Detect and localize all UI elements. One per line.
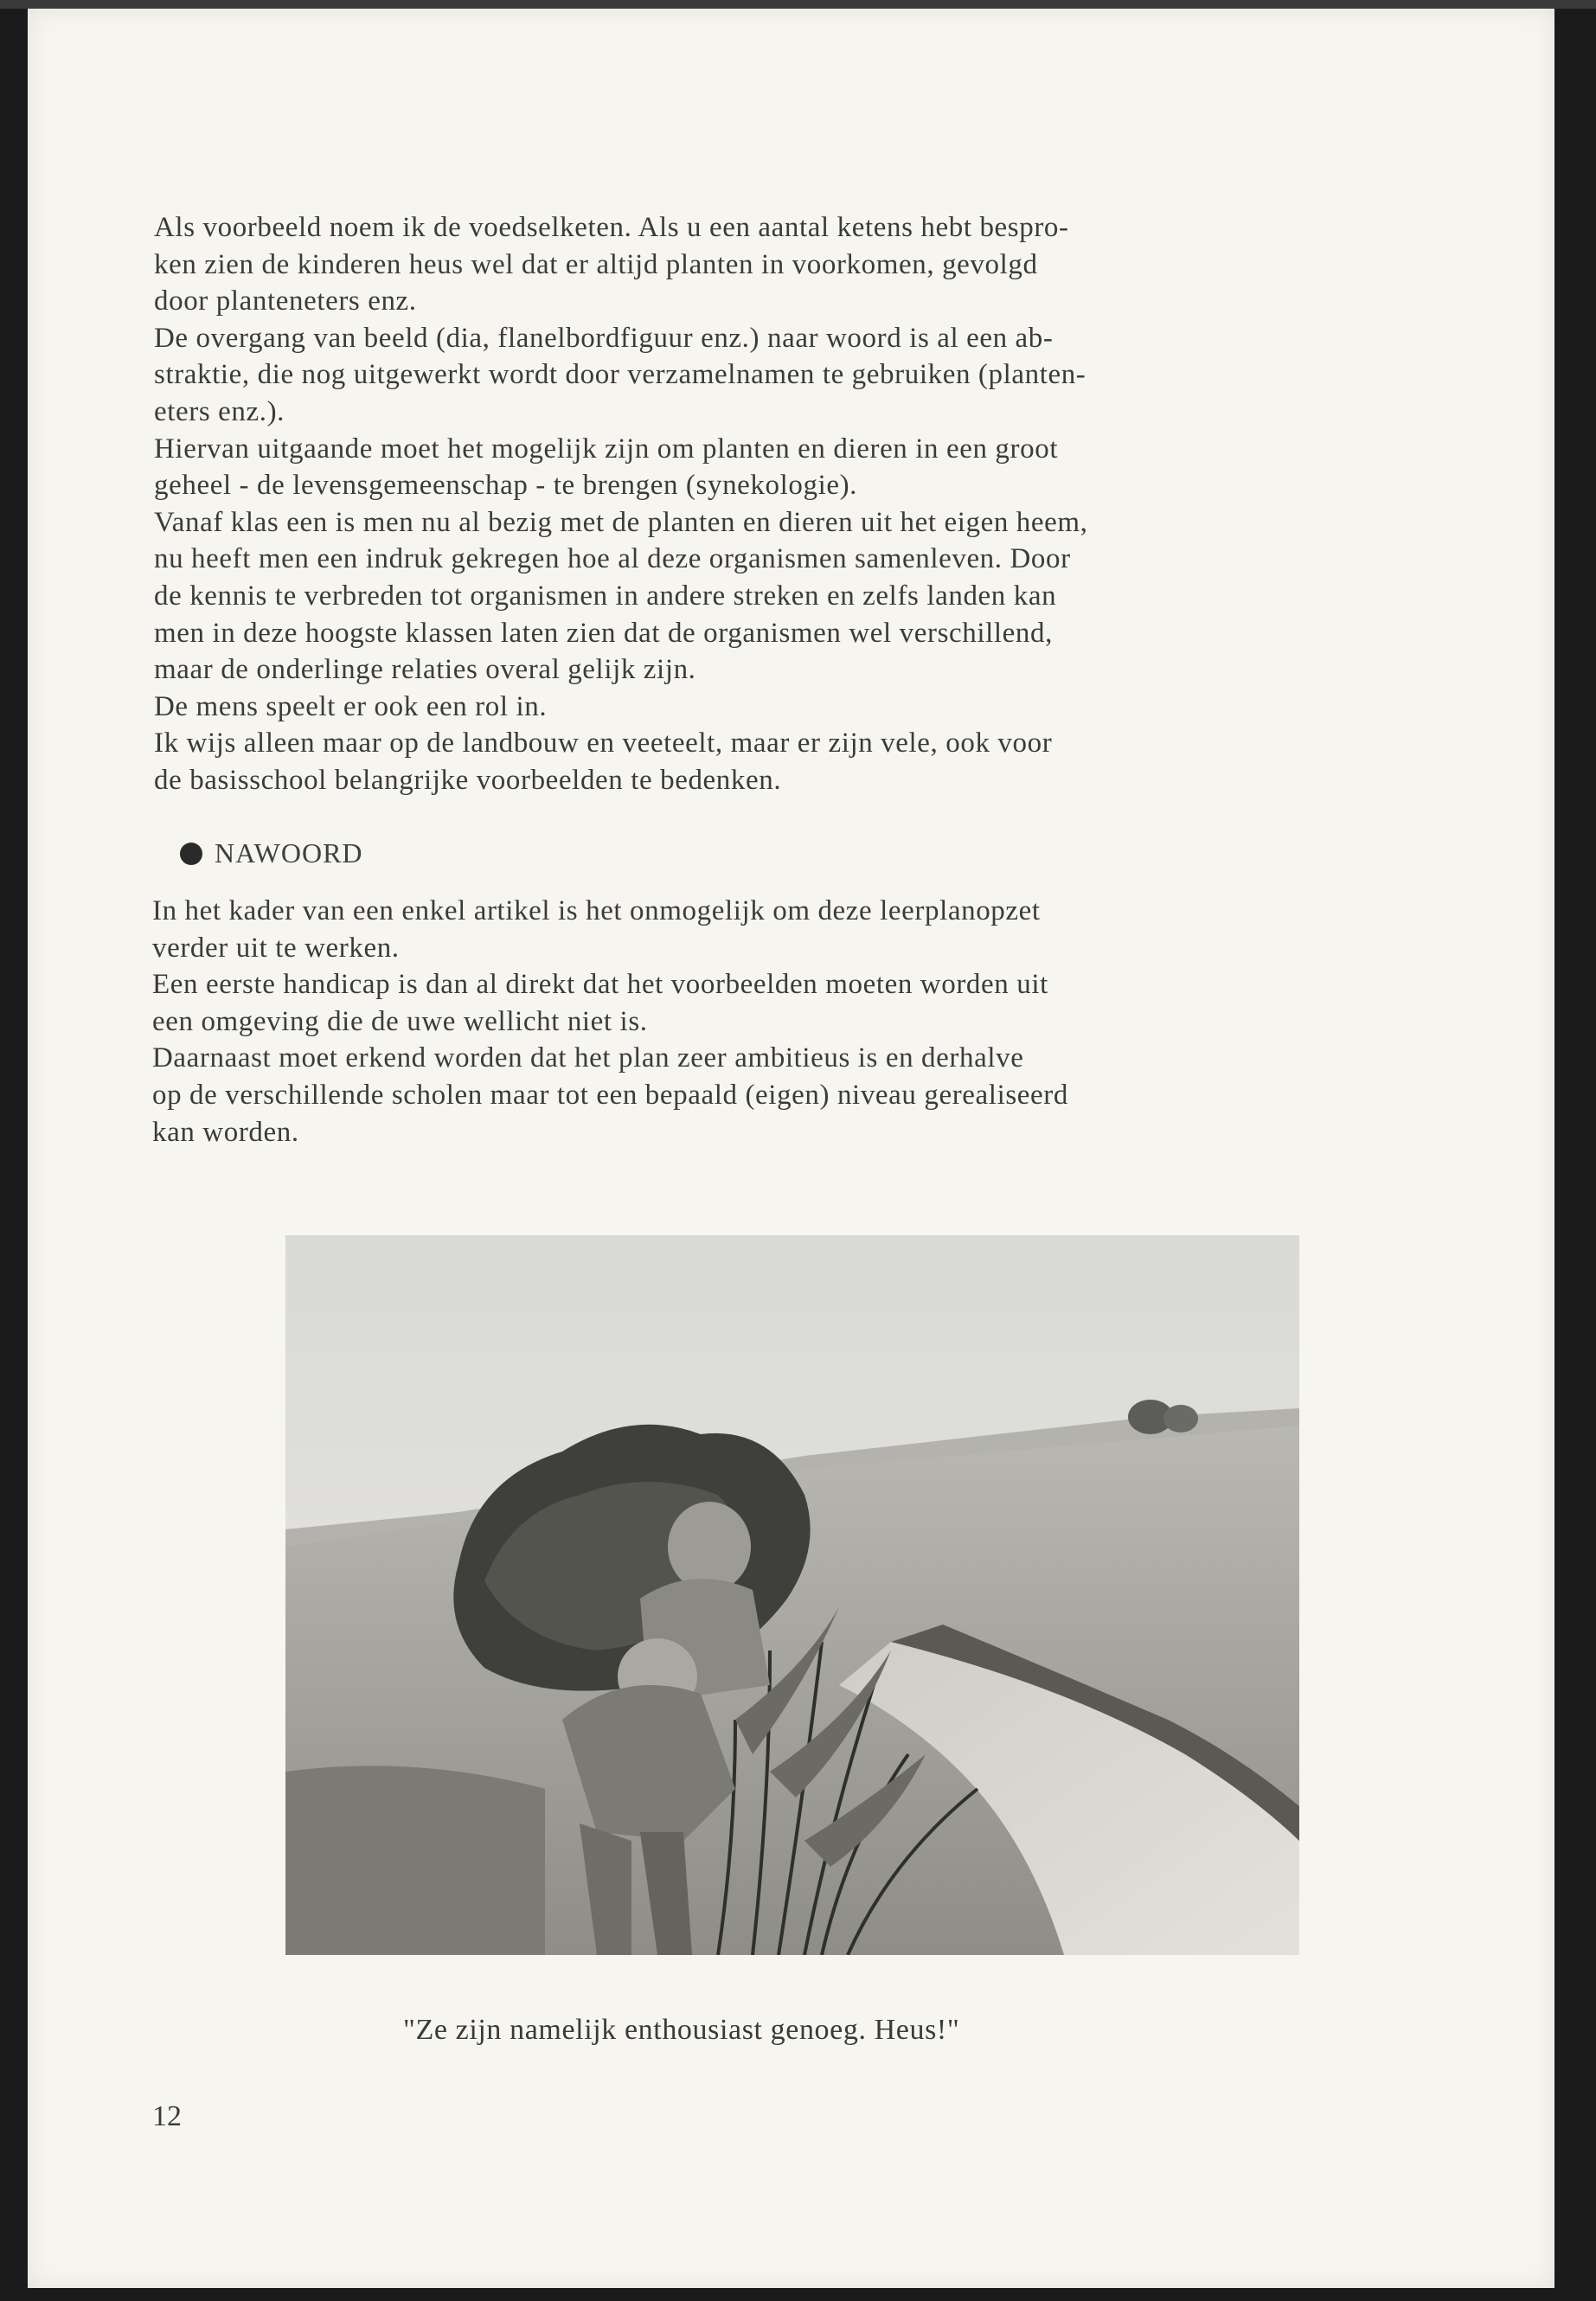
photo-illustration: [285, 1235, 1299, 1955]
text-line: men in deze hoogste klassen laten zien dat de organismen wel verschillend,: [154, 617, 1053, 649]
section-heading-label: NAWOORD: [215, 837, 363, 868]
text-line: Hiervan uitgaande moet het mogelijk zijn om planten en dieren in een groot: [154, 433, 1059, 465]
text-line: Een eerste handicap is dan al direkt dat het voorbeelden moeten worden uit: [152, 969, 1048, 1001]
text-line: maar de onderlinge relaties overal gelijk zijn.: [154, 654, 696, 686]
text-line: op de verschillende scholen maar tot een bepaald (eigen) niveau gerealiseerd: [152, 1079, 1068, 1111]
text-line: eters enz.).: [154, 395, 285, 427]
text-line: Vanaf klas een is men nu al bezig met de planten en dieren uit het eigen heem,: [154, 506, 1088, 538]
text-line: de kennis te verbreden tot organismen in andere streken en zelfs landen kan: [154, 580, 1057, 612]
text-line: de basisschool belangrijke voorbeelden te bedenken.: [154, 764, 782, 796]
text-line: Als voorbeeld noem ik de voedselketen. Als u een aantal ketens hebt bespro-: [154, 212, 1069, 243]
section-heading: [180, 837, 363, 869]
page-number: 12: [152, 2100, 182, 2132]
paragraph-voedselketen: [154, 209, 1486, 799]
text-line: De overgang van beeld (dia, flanelbordfiguur enz.) naar woord is al een ab-: [154, 322, 1054, 354]
text-line: In het kader van een enkel artikel is het onmogelijk om deze leerplanopzet: [152, 895, 1041, 926]
photo-caption: "Ze zijn namelijk enthousiast genoeg. Heus!": [403, 2014, 960, 2046]
text-line: geheel - de levensgemeenschap - te brengen (synekologie).: [154, 470, 858, 502]
text-line: nu heeft men een indruk gekregen hoe al deze organismen samenleven. Door: [154, 543, 1071, 575]
photo-children-by-ditch: [285, 1235, 1299, 1955]
text-line: De mens speelt er ook een rol in.: [154, 690, 548, 722]
text-line: ken zien de kinderen heus wel dat er altijd planten in voorkomen, gevolgd: [154, 248, 1038, 280]
bullet-icon: [180, 843, 202, 865]
text-line: kan worden.: [152, 1116, 299, 1148]
text-line: Ik wijs alleen maar op de landbouw en veeteelt, maar er zijn vele, ook voor: [154, 727, 1053, 760]
text-line: door planteneters enz.: [154, 285, 417, 317]
scan-edge: [0, 0, 1596, 9]
paragraph-nawoord: [152, 893, 1484, 1150]
text-line: straktie, die nog uitgewerkt wordt door verzamelnamen te gebruiken (planten-: [154, 359, 1086, 391]
text-line: Daarnaast moet erkend worden dat het plan zeer ambitieus is en derhalve: [152, 1042, 1024, 1074]
text-line: verder uit te werken.: [152, 932, 400, 964]
text-line: een omgeving die de uwe wellicht niet is.: [152, 1005, 648, 1037]
